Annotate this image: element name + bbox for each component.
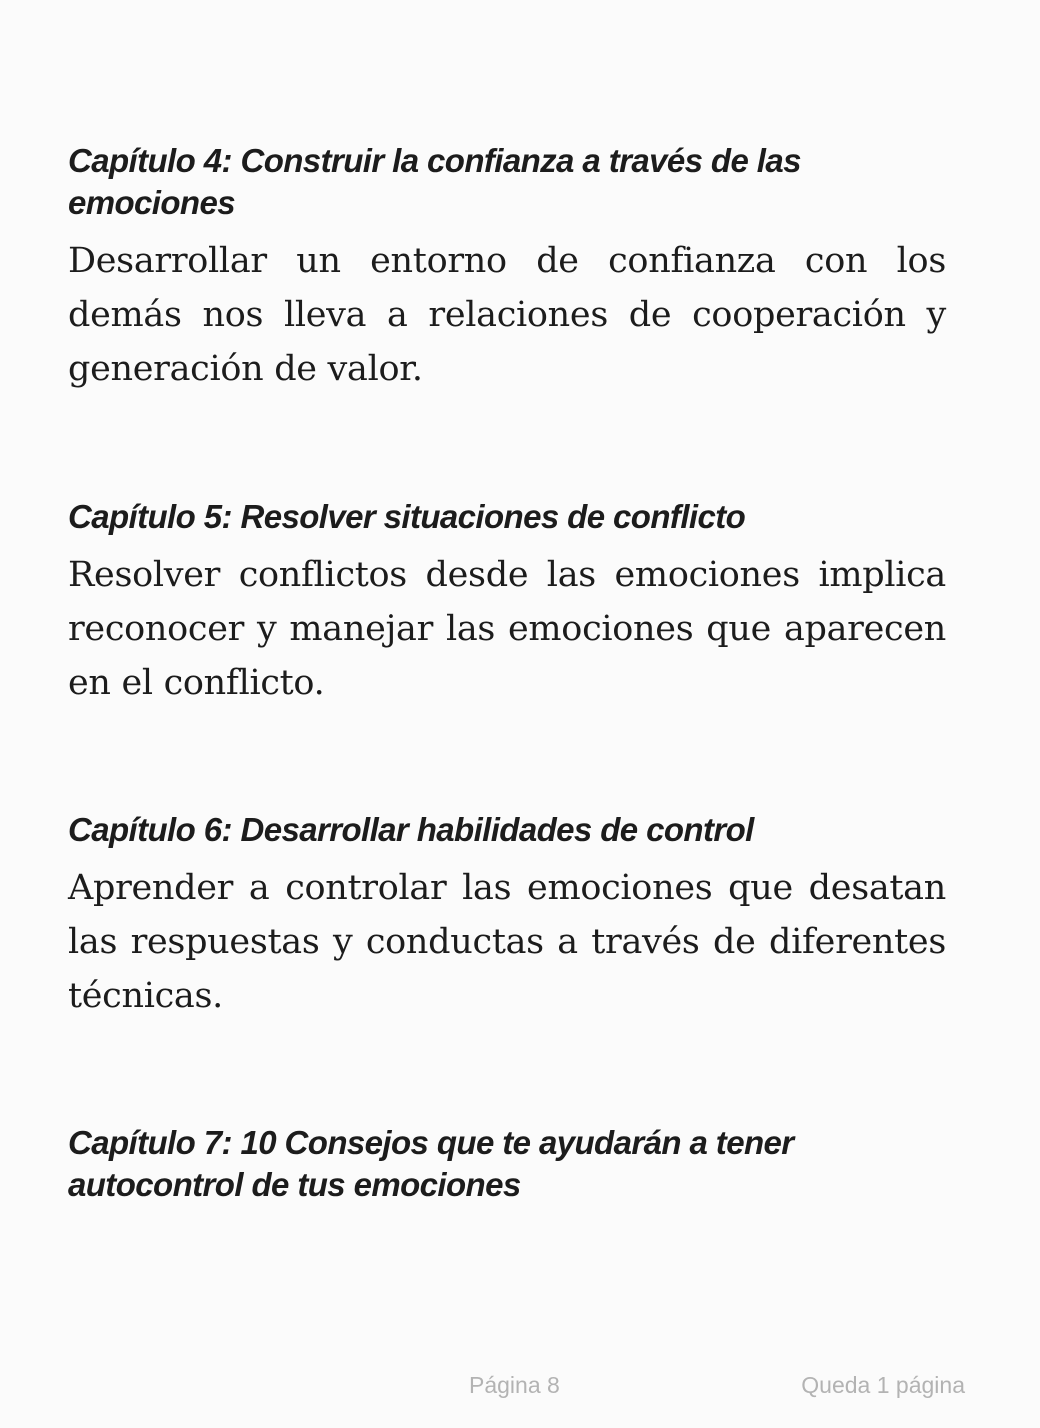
- chapter-summary: Aprender a controlar las emociones que desatan las respuestas y conductas a través de diferentes técnicas.: [68, 868, 946, 1016]
- chapter-summary: Desarrollar un entorno de confianza con los demás nos lleva a relaciones de cooperación y generación de valor.: [68, 241, 946, 389]
- reader-footer: [0, 1372, 1040, 1404]
- chapter-title: Capítulo 4: Construir la confianza a través de las emociones: [68, 142, 801, 221]
- chapter-7: [68, 1122, 946, 1206]
- page-number: Página 8: [469, 1372, 560, 1398]
- chapter-summary: Resolver conflictos desde las emociones implica reconocer y manejar las emociones que aparecen en el conflicto.: [68, 555, 946, 703]
- chapter-title: Capítulo 6: Desarrollar habilidades de control: [68, 811, 754, 848]
- chapter-title: Capítulo 7: 10 Consejos que te ayudarán a tener autocontrol de tus emociones: [68, 1124, 794, 1203]
- chapter-6: [68, 809, 946, 1023]
- chapter-4: [68, 140, 946, 396]
- chapter-title: Capítulo 5: Resolver situaciones de conflicto: [68, 498, 746, 535]
- pages-remaining: Queda 1 página: [801, 1372, 965, 1398]
- chapter-5: [68, 496, 946, 710]
